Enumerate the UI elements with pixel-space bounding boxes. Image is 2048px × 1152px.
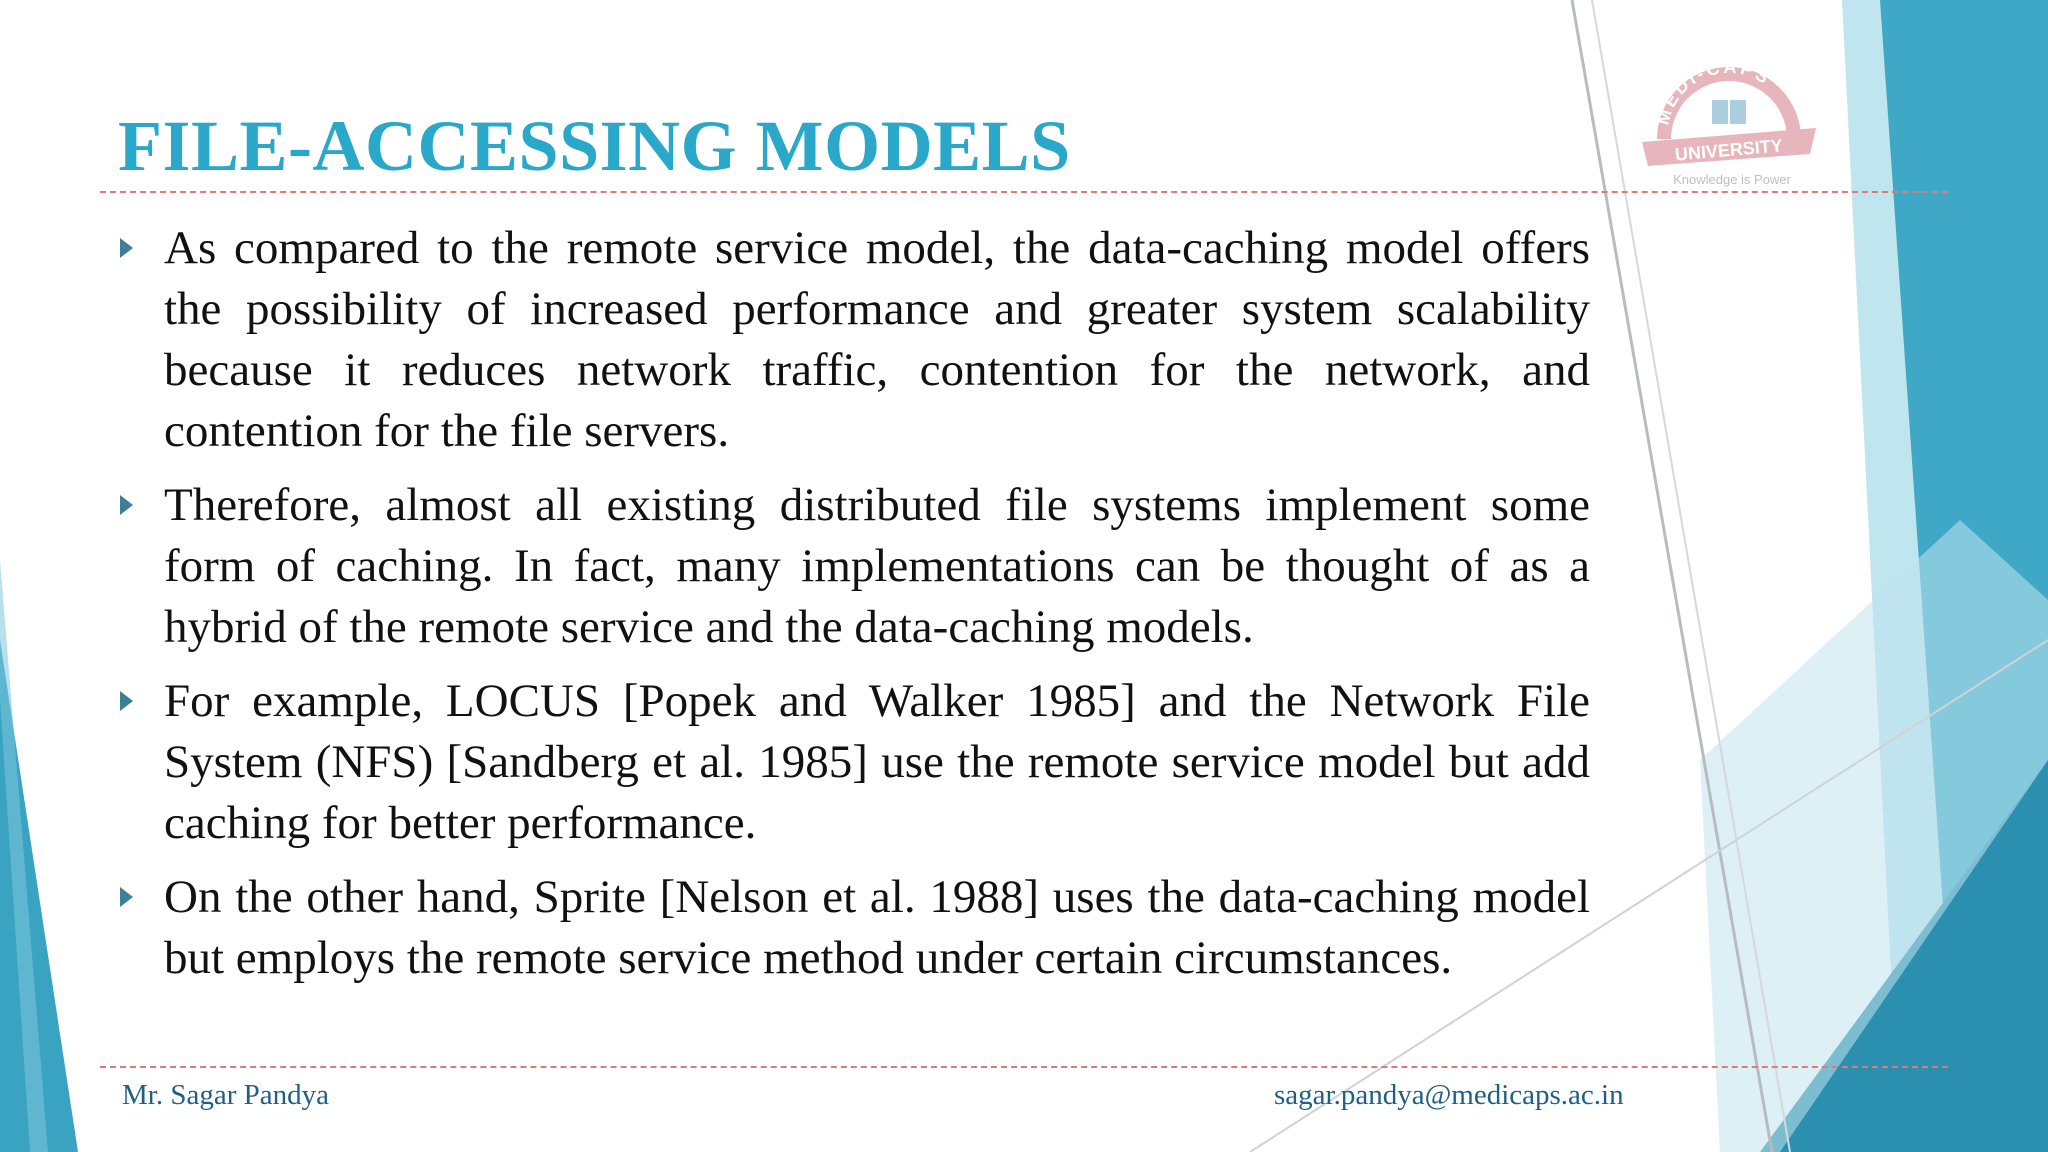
bullet-list — [118, 218, 1590, 1002]
triangle-bullet-icon — [120, 495, 133, 515]
footer-author: Mr. Sagar Pandya — [122, 1079, 329, 1111]
bullet-text: On the other hand, Sprite [Nelson et al. 1988] uses the data-caching model but employs the remote service method under certain circumstances. — [164, 871, 1590, 984]
triangle-bullet-icon — [120, 691, 133, 711]
bullet-text: Therefore, almost all existing distributed file systems implement some form of caching. In fact, many implementations can be thought of as a hybrid of the remote service and the data-caching models. — [164, 479, 1590, 653]
bullet-item — [118, 867, 1590, 989]
footer-divider — [100, 1066, 1948, 1068]
triangle-bullet-icon — [120, 238, 133, 258]
bullet-text: As compared to the remote service model, the data-caching model offers the possibility of increased performance and greater system scalability because it reduces network traffic, contention for the network, and contention for the file servers. — [164, 222, 1590, 457]
bullet-item — [118, 671, 1590, 854]
logo-name-text: MEDI-CAPS — [1652, 56, 1776, 128]
logo-banner-text: UNIVERSITY — [1674, 135, 1784, 165]
footer-email: sagar.pandya@medicaps.ac.in — [1274, 1079, 1624, 1111]
bullet-item — [118, 475, 1590, 658]
bullet-text: For example, LOCUS [Popek and Walker 1985] and the Network File System (NFS) [Sandberg et al. 1985] use the remote service model but add caching for better performance. — [164, 675, 1590, 849]
university-logo — [1624, 34, 1834, 194]
slide-title: FILE-ACCESSING MODELS — [118, 106, 1071, 186]
logo-tagline-text: Knowledge is Power — [1673, 172, 1791, 187]
bullet-item — [118, 218, 1590, 462]
title-divider — [100, 191, 1948, 193]
triangle-bullet-icon — [120, 887, 133, 907]
